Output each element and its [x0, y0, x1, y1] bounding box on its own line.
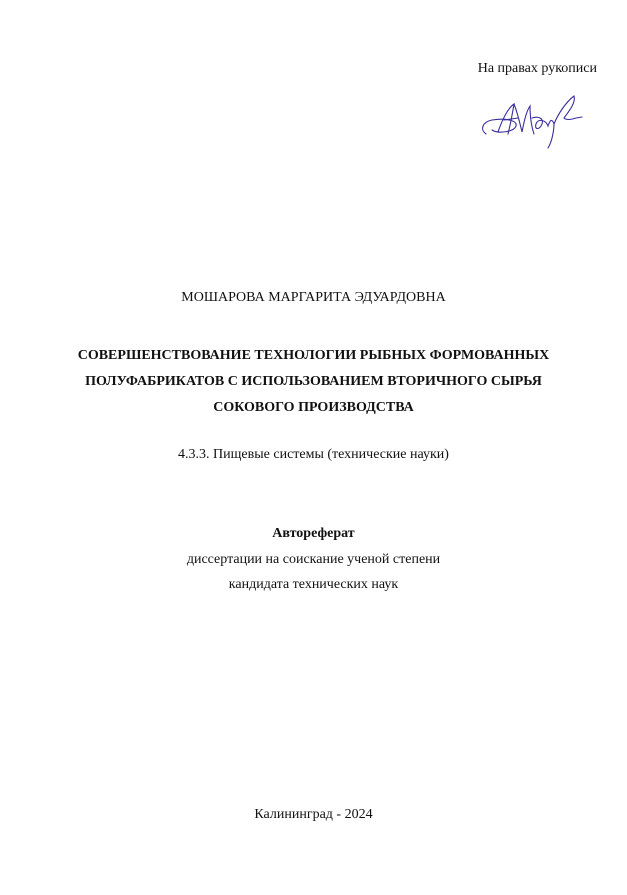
abstract-label: Автореферат: [272, 526, 355, 541]
city-year: Калининград - 2024: [254, 807, 373, 822]
author-name: МОШАРОВА МАРГАРИТА ЭДУАРДОВНА: [181, 290, 446, 305]
handwritten-signature-icon: [478, 90, 588, 152]
title-line: СОКОВОГО ПРОИЗВОДСТВА: [213, 400, 414, 415]
title-line: СОВЕРШЕНСТВОВАНИЕ ТЕХНОЛОГИИ РЫБНЫХ ФОРМОВАННЫХ: [77, 348, 550, 363]
dissertation-line: диссертации на соискание ученой степени: [186, 552, 441, 567]
title-line: ПОЛУФАБРИКАТОВ С ИСПОЛЬЗОВАНИЕМ ВТОРИЧНОГО СЫРЬЯ: [85, 374, 542, 389]
rights-note: На правах рукописи: [477, 61, 597, 76]
degree-line: кандидата технических наук: [228, 577, 399, 592]
specialty-code: 4.3.3. Пищевые системы (технические науки): [178, 447, 449, 462]
dissertation-title: [0, 343, 627, 421]
